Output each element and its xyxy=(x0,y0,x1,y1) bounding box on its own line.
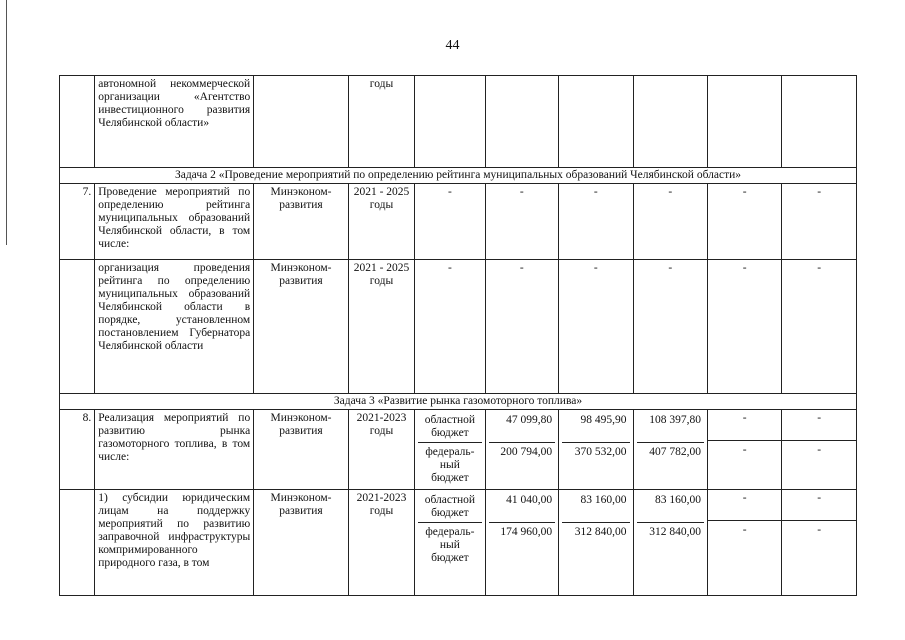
value-cell: - xyxy=(415,260,485,394)
value-cell: - xyxy=(415,184,485,260)
value-cell: 41 040,00 xyxy=(506,494,553,506)
table-row xyxy=(60,76,857,168)
value-cell: 200 794,00 xyxy=(489,442,555,461)
executor: Минэконом-развития xyxy=(254,410,349,490)
program-table xyxy=(59,75,857,596)
term: 2021 - 2025 годы xyxy=(348,184,414,260)
table-row xyxy=(60,410,857,490)
executor: Минэконом-развития xyxy=(254,490,349,596)
value-cell: - xyxy=(708,520,781,539)
funding-source: федераль-ный бюджет xyxy=(418,442,481,487)
value-cell: - xyxy=(782,440,856,459)
value-cell: - xyxy=(707,260,781,394)
task-header xyxy=(60,168,857,184)
value-cell: - xyxy=(782,260,857,394)
table-row xyxy=(60,490,857,596)
task-2-title: Задача 2 «Проведение мероприятий по определению рейтинга муниципальных образований Челябинской области» xyxy=(60,168,857,184)
executor: Минэконом-развития xyxy=(254,184,349,260)
value-cell: - xyxy=(782,520,856,539)
value-cell: 312 840,00 xyxy=(562,522,629,541)
funding-source: областной бюджет xyxy=(424,414,476,439)
term: 2021 - 2025 годы xyxy=(348,260,414,394)
measure-name: 1) субсидии юридическим лицам на поддержку мероприятий по развитию заправочной инфраструктуры компримированного природного газа, в том xyxy=(95,490,254,596)
value-cell: 83 160,00 xyxy=(580,494,627,506)
measure-name: автономной некоммерческой организации «Агентство инвестиционного развития Челябинской области» xyxy=(95,76,254,168)
executor: Минэконом-развития xyxy=(254,260,349,394)
value-cell: - xyxy=(485,184,558,260)
row-number: 7. xyxy=(60,184,95,260)
binding-margin-line xyxy=(6,0,7,245)
term: 2021-2023 годы xyxy=(348,410,414,490)
value-cell: - xyxy=(559,260,633,394)
value-cell: 47 099,80 xyxy=(506,414,553,426)
value-cell: 174 960,00 xyxy=(489,522,555,541)
value-cell: - xyxy=(708,440,781,459)
task-header xyxy=(60,394,857,410)
measure-name: Реализация мероприятий по развитию рынка газомоторного топлива, в том числе: xyxy=(95,410,254,490)
page-number: 44 xyxy=(445,38,460,53)
value-cell: - xyxy=(817,412,822,424)
measure-name: Проведение мероприятий по определению рейтинга муниципальных образований Челябинской области, в том числе: xyxy=(95,184,254,260)
value-cell: - xyxy=(485,260,558,394)
term: 2021-2023 годы xyxy=(348,490,414,596)
value-cell: - xyxy=(707,184,781,260)
table-row xyxy=(60,184,857,260)
value-cell: 370 532,00 xyxy=(562,442,629,461)
term: годы xyxy=(348,76,414,168)
value-cell: 98 495,90 xyxy=(580,414,627,426)
task-3-title: Задача 3 «Развитие рынка газомоторного топлива» xyxy=(60,394,857,410)
value-cell: - xyxy=(633,260,707,394)
value-cell: - xyxy=(742,492,747,504)
funding-source: федераль-ный бюджет xyxy=(418,522,481,567)
value-cell: - xyxy=(559,184,633,260)
value-cell: 312 840,00 xyxy=(637,522,704,541)
funding-source: областной бюджет xyxy=(424,494,476,519)
value-cell: - xyxy=(742,412,747,424)
value-cell: 108 397,80 xyxy=(649,414,701,426)
row-number: 8. xyxy=(60,410,95,490)
value-cell: 407 782,00 xyxy=(637,442,704,461)
value-cell: - xyxy=(782,184,857,260)
table-row xyxy=(60,260,857,394)
value-cell: - xyxy=(817,492,822,504)
value-cell: - xyxy=(633,184,707,260)
value-cell: 83 160,00 xyxy=(654,494,701,506)
measure-name: организация проведения рейтинга по определению муниципальных образований Челябинской области в порядке, установленном постановлением Губернатора Челябинской области xyxy=(95,260,254,394)
